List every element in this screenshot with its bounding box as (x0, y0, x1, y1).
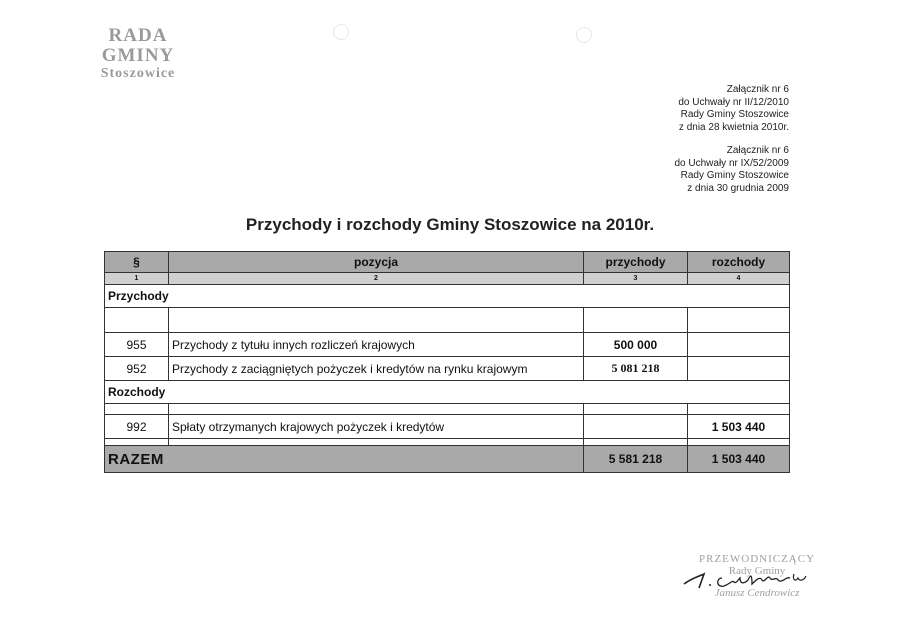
stamp-line-municipality: Stoszowice (100, 66, 176, 81)
table-row (105, 415, 790, 439)
column-number: 3 (584, 273, 688, 285)
annex-line: z dnia 28 kwietnia 2010r. (678, 121, 789, 133)
section-row-expenditures (105, 381, 790, 404)
section-row-revenues (105, 285, 790, 308)
row-expenditure (688, 357, 790, 381)
table-row (105, 333, 790, 357)
stamp-line-council: Rady Gminy (728, 565, 786, 577)
blank-row (105, 404, 790, 415)
header-position: pozycja (169, 252, 584, 273)
handwritten-signature (682, 562, 812, 594)
blank-row (105, 308, 790, 333)
row-code: 952 (105, 357, 169, 381)
row-expenditure (688, 333, 790, 357)
column-number-row (105, 273, 790, 285)
annex-note-previous (674, 145, 789, 195)
header-expenditures: rozchody (688, 252, 790, 273)
row-code: 955 (105, 333, 169, 357)
scan-speck (333, 24, 349, 40)
council-stamp (78, 26, 198, 82)
scan-speck (576, 27, 592, 43)
annex-line: z dnia 30 grudnia 2009 (687, 182, 789, 194)
stamp-line-chairman: PRZEWODNICZĄCY (698, 553, 816, 565)
header-revenues: przychody (584, 252, 688, 273)
column-number: 4 (688, 273, 790, 285)
annex-line: do Uchwały nr IX/52/2009 (674, 157, 789, 169)
header-section: § (105, 252, 169, 273)
table-header-row (105, 252, 790, 273)
section-label-expenditures: Rozchody (105, 381, 790, 404)
annex-line: do Uchwały nr II/12/2010 (678, 96, 789, 108)
row-revenue: 5 081 218 (584, 357, 688, 381)
total-expenditures: 1 503 440 (688, 446, 790, 473)
row-expenditure: 1 503 440 (688, 415, 790, 439)
annex-line: Załącznik nr 6 (726, 145, 789, 156)
annex-line: Rady Gminy Stoszowice (680, 170, 789, 181)
stamp-line-name: Janusz Cendrowicz (714, 587, 800, 599)
document-title: Przychody i rozchody Gminy Stoszowice na 2010r. (245, 215, 655, 234)
row-code: 992 (105, 415, 169, 439)
row-description: Przychody z tytułu innych rozliczeń krajowych (169, 333, 584, 357)
column-number: 1 (105, 273, 169, 285)
annex-line: Rady Gminy Stoszowice (680, 109, 789, 120)
annex-note-current (678, 84, 789, 134)
table-row (105, 357, 790, 381)
row-revenue (584, 415, 688, 439)
total-revenues: 5 581 218 (584, 446, 688, 473)
section-label-revenues: Przychody (105, 285, 790, 308)
annex-line: Załącznik nr 6 (726, 84, 789, 95)
row-description: Spłaty otrzymanych krajowych pożyczek i kredytów (169, 415, 584, 439)
column-number: 2 (169, 273, 584, 285)
blank-row (105, 439, 790, 446)
row-description: Przychody z zaciągniętych pożyczek i kredytów na rynku krajowym (169, 357, 584, 381)
stamp-line-council: RADA GMINY (101, 25, 175, 66)
row-revenue: 500 000 (584, 333, 688, 357)
revenue-expenditure-table (104, 251, 790, 473)
total-row (105, 446, 790, 473)
total-label: RAZEM (105, 446, 584, 473)
